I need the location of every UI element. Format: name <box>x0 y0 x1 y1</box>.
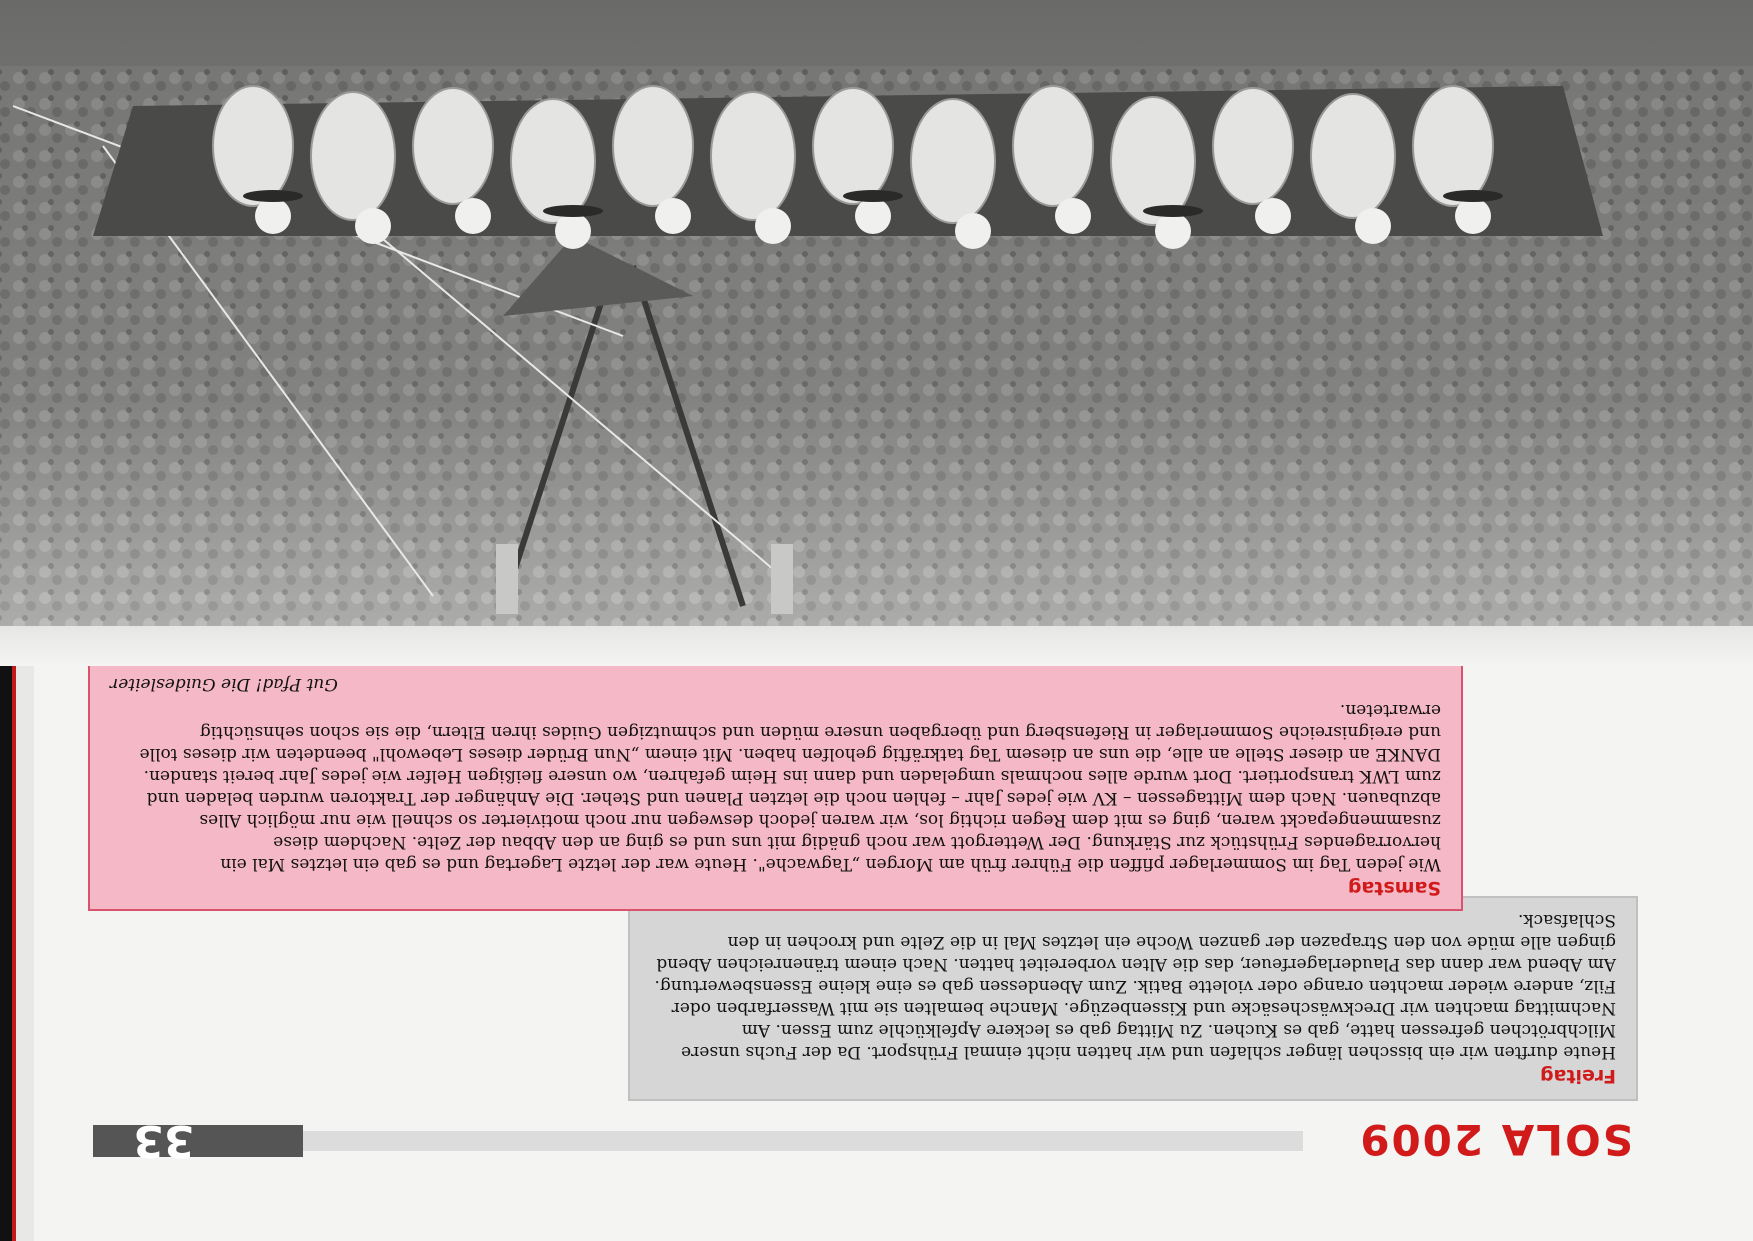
freitag-heading: Freitag <box>1539 1065 1616 1087</box>
samstag-signature: Gut Pfad! Die Guidesleiter <box>110 674 338 694</box>
samstag-text: Wie jeden Tag im Sommerlager pfiffen die Führer früh am Morgen „Tagwache". Heute war der letzte Lagertag und es gab ein letztes Mal ein hervorragendes Frühstück zur Stärkung. Der Wettergott war noch gnädig mit uns und es ging an den Abbau der Zelte. Nachdem diese zusammengepackt waren, ging es mit dem Regen richtig los, wir waren jedoch deswegen nur noch motivierter so schnell wie nur möglich Alles abzubauen. Nach dem Mittagessen – KV wie jedes Jahr – fehlen noch die letzten Planen und Steher. Die Anhänger der Traktoren wurden beladen und zum LWK transportiert. Dort wurde alles nochmals umgeladen und dann ins Heim gefahren, wo unsere fleißigen Helfer wie jedes Jahr bereit standen. DANKE an dieser Stelle an alle, die uns an diesem Tag tatkräftig geholfen haben. Mit einem „Nun Brüder dieses Lebewohl" beendeten wir dieses tolle und ereignisreiche Sommerlager in Riefensberg und übergaben unsere müden und schmutzigen Guides ihren Eltern, die sie schon sehnsüchtig erwarteten. <box>139 700 1441 874</box>
samstag-section <box>88 641 1463 911</box>
page-number: 33 <box>93 1125 303 1157</box>
samstag-heading: Samstag <box>1347 877 1441 899</box>
header-title: SOLA 2009 <box>1358 1115 1633 1165</box>
freitag-text: Heute durften wir ein bisschen länger schlafen und wir hatten nicht einmal Frühsport. Da der Fuchs unsere Milchbrötchen gefressen hatte, gab es Kuchen. Zu Mittag gab es leckere Apfelküchle zum Essen. Am Nachmittag machten wir Dreckwäschesäcke und Kissenbezüge. Manche bemalten sie mit Wasserfarben oder Filz, andere wieder machten orange oder violette Batik. Zum Abendessen gab es eine kleine Essensbewertung. Am Abend war dann das Plauderlagerfeuer, das die Alten vorbereitet hatten. Nach einem tränenreichen Abend gingen alle müde von den Strapazen der ganzen Woche ein letztes Mal in die Zelte und krochen in den Schlafsack. <box>654 910 1616 1062</box>
freitag-section <box>628 896 1638 1101</box>
page-header <box>103 1115 1633 1167</box>
